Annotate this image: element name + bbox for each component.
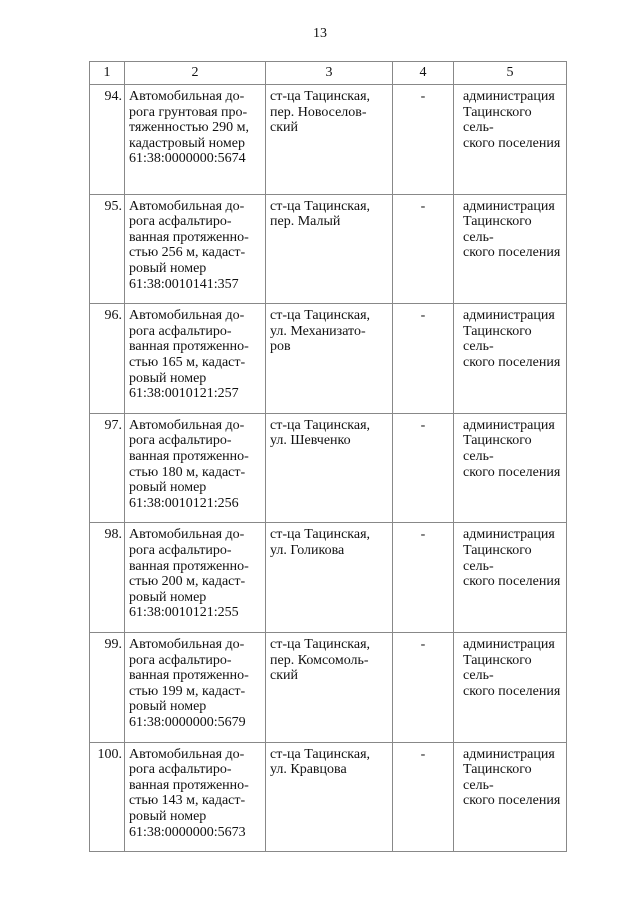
holder: администрация Тацинского сель- ского поселения	[454, 413, 567, 523]
table-row	[90, 523, 567, 633]
column-4-value: -	[393, 523, 454, 633]
column-4-value: -	[393, 304, 454, 414]
header-cell: 4	[393, 62, 454, 85]
row-number: 99.	[90, 632, 125, 742]
object-description: Автомобильная до- рога асфальтиро- ванная протяженно- стью 180 м, кадаст- ровый номер 61:38:0010121:256	[125, 413, 266, 523]
object-description: Автомобильная до- рога асфальтиро- ванная протяженно- стью 200 м, кадаст- ровый номер 61:38:0010121:255	[125, 523, 266, 633]
object-address: ст-ца Тацинская, пер. Новоселов- ский	[266, 85, 393, 195]
object-address: ст-ца Тацинская, пер. Малый	[266, 194, 393, 304]
holder: администрация Тацинского сель- ского поселения	[454, 194, 567, 304]
property-table	[89, 61, 567, 852]
row-number: 97.	[90, 413, 125, 523]
header-cell: 3	[266, 62, 393, 85]
header-cell: 2	[125, 62, 266, 85]
holder: администрация Тацинского сель- ского поселения	[454, 523, 567, 633]
object-address: ст-ца Тацинская, ул. Голикова	[266, 523, 393, 633]
object-description: Автомобильная до- рога асфальтиро- ванная протяженно- стью 199 м, кадаст- ровый номер 61:38:0000000:5679	[125, 632, 266, 742]
header-cell: 1	[90, 62, 125, 85]
object-address: ст-ца Тацинская, ул. Шевченко	[266, 413, 393, 523]
page-number: 13	[313, 26, 327, 41]
row-number: 98.	[90, 523, 125, 633]
row-number: 96.	[90, 304, 125, 414]
column-4-value: -	[393, 632, 454, 742]
column-4-value: -	[393, 742, 454, 852]
object-description: Автомобильная до- рога асфальтиро- ванная протяженно- стью 143 м, кадаст- ровый номер 61:38:0000000:5673	[125, 742, 266, 852]
holder: администрация Тацинского сель- ского поселения	[454, 742, 567, 852]
table-row	[90, 304, 567, 414]
object-description: Автомобильная до- рога грунтовая про- тяженностью 290 м, кадастровый номер 61:38:0000000:5674	[125, 85, 266, 195]
table-row	[90, 632, 567, 742]
table-row	[90, 413, 567, 523]
table-row	[90, 742, 567, 852]
column-4-value: -	[393, 413, 454, 523]
row-number: 94.	[90, 85, 125, 195]
holder: администрация Тацинского сель- ского поселения	[454, 304, 567, 414]
column-4-value: -	[393, 194, 454, 304]
table-row	[90, 194, 567, 304]
object-address: ст-ца Тацинская, ул. Кравцова	[266, 742, 393, 852]
column-4-value: -	[393, 85, 454, 195]
header-cell: 5	[454, 62, 567, 85]
object-description: Автомобильная до- рога асфальтиро- ванная протяженно- стью 165 м, кадаст- ровый номер 61:38:0010121:257	[125, 304, 266, 414]
holder: администрация Тацинского сель- ского поселения	[454, 85, 567, 195]
object-description: Автомобильная до- рога асфальтиро- ванная протяженно- стью 256 м, кадаст- ровый номер 61:38:0010141:357	[125, 194, 266, 304]
object-address: ст-ца Тацинская, пер. Комсомоль- ский	[266, 632, 393, 742]
table-header-row	[90, 62, 567, 85]
row-number: 95.	[90, 194, 125, 304]
holder: администрация Тацинского сель- ского поселения	[454, 632, 567, 742]
table-row	[90, 85, 567, 195]
object-address: ст-ца Тацинская, ул. Механизато- ров	[266, 304, 393, 414]
row-number: 100.	[90, 742, 125, 852]
